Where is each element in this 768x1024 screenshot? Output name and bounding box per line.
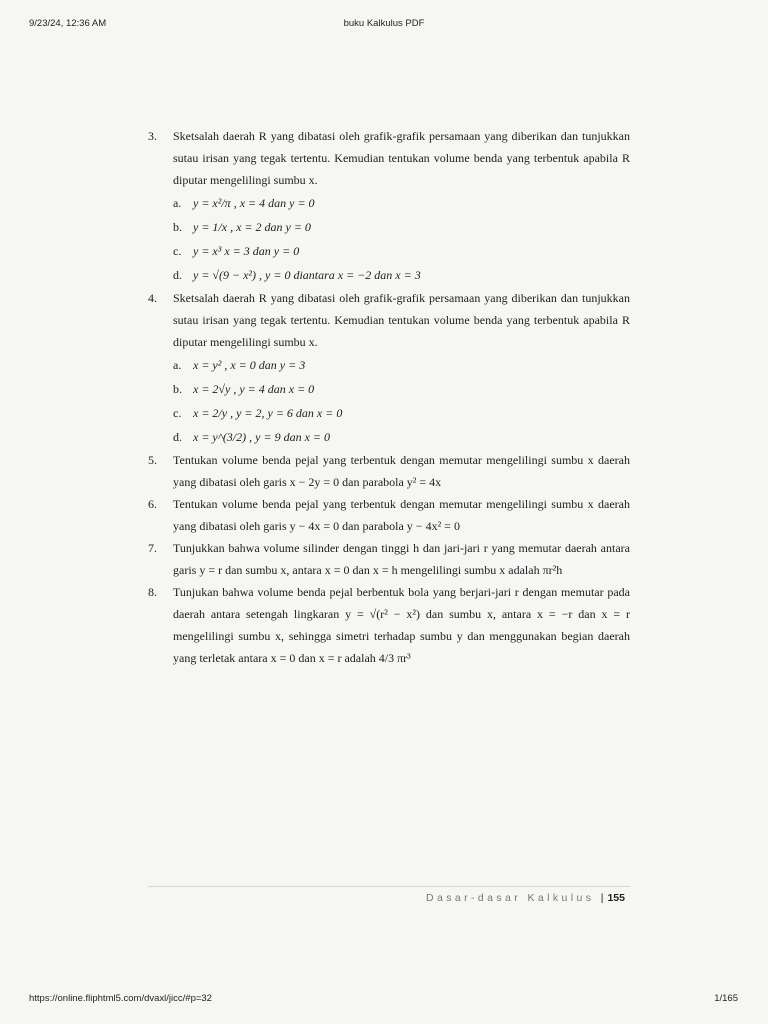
exercise-3	[148, 125, 630, 287]
part-expression: y = 1/x , x = 2 dan y = 0	[193, 220, 311, 234]
exercise-number: 3.	[148, 129, 157, 143]
exercise-text: Tentukan volume benda pejal yang terbentuk dengan memutar mengelilingi sumbu x daerah yang dibatasi oleh garis y − 4x = 0 dan parabola y − 4x² = 0	[173, 497, 630, 533]
exercise-part	[173, 353, 630, 377]
print-header	[0, 18, 768, 38]
exercise-5	[148, 449, 630, 493]
part-expression: x = y^(3/2) , y = 9 dan x = 0	[193, 430, 330, 444]
exercise-4	[148, 287, 630, 449]
part-expression: y = √(9 − x²) , y = 0 diantara x = −2 dan x = 3	[193, 268, 421, 282]
exercise-part	[173, 425, 630, 449]
exercise-text: Sketsalah daerah R yang dibatasi oleh grafik-grafik persamaan yang diberikan dan tunjukkan sutau irisan yang tegak tertentu. Kemudian tentukan volume benda yang terbentuk apabila R diputar mengelilingi sumbu x.	[173, 291, 630, 349]
part-expression: x = 2√y , y = 4 dan x = 0	[193, 382, 315, 396]
part-letter: d.	[173, 268, 182, 282]
exercise-part	[173, 377, 630, 401]
exercise-text: Tunjukan bahwa volume benda pejal berbentuk bola yang berjari-jari r dengan memutar pada daerah antara setengah lingkaran y = √(r² − x²) dan sumbu x, antara x = −r dan x = r mengelilingi sumbu x, sehingga simetri terhadap sumbu y dan menggunakan begian daerah yang terletak antara x = 0 dan x = r adalah 4/3 πr³	[173, 585, 630, 665]
exercise-number: 7.	[148, 541, 157, 555]
part-expression: y = x³ x = 3 dan y = 0	[193, 244, 300, 258]
part-letter: c.	[173, 406, 182, 420]
print-footer	[0, 993, 768, 1013]
exercise-list	[148, 125, 630, 669]
exercise-text: Tentukan volume benda pejal yang terbentuk dengan memutar mengelilingi sumbu x daerah yang dibatasi oleh garis x − 2y = 0 dan parabola y² = 4x	[173, 453, 630, 489]
exercise-number: 4.	[148, 291, 157, 305]
exercise-8	[148, 581, 630, 669]
exercise-text: Tunjukkan bahwa volume silinder dengan tinggi h dan jari-jari r yang memutar daerah antara garis y = r dan sumbu x, antara x = 0 dan x = h mengelilingi sumbu x adalah πr²h	[173, 541, 630, 577]
exercise-part	[173, 263, 630, 287]
exercise-number: 5.	[148, 453, 157, 467]
part-letter: d.	[173, 430, 182, 444]
part-expression: y = x²/π , x = 4 dan y = 0	[193, 196, 315, 210]
print-page-count: 1/165	[714, 993, 738, 1004]
page-number: 155	[607, 892, 625, 904]
part-expression: x = 2/y , y = 2, y = 6 dan x = 0	[193, 406, 343, 420]
exercise-part	[173, 239, 630, 263]
exercise-number: 8.	[148, 585, 157, 599]
part-letter: a.	[173, 196, 182, 210]
exercise-6	[148, 493, 630, 537]
print-title: buku Kalkulus PDF	[343, 18, 425, 29]
exercise-part	[173, 401, 630, 425]
print-timestamp: 9/23/24, 12:36 AM	[29, 18, 107, 29]
exercise-7	[148, 537, 630, 581]
footer-divider	[148, 886, 630, 887]
exercise-part	[173, 215, 630, 239]
part-letter: b.	[173, 220, 182, 234]
exercise-part	[173, 191, 630, 215]
part-expression: x = y² , x = 0 dan y = 3	[193, 358, 306, 372]
exercise-text: Sketsalah daerah R yang dibatasi oleh grafik-grafik persamaan yang diberikan dan tunjukkan sutau irisan yang tegak tertentu. Kemudian tentukan volume benda yang terbentuk apabila R diputar mengelilingi sumbu x.	[173, 129, 630, 187]
footer-separator: |	[600, 892, 604, 904]
running-footer	[148, 892, 625, 904]
part-letter: a.	[173, 358, 182, 372]
print-url[interactable]: https://online.fliphtml5.com/dvaxl/jicc/#p=32	[29, 993, 212, 1004]
exercise-number: 6.	[148, 497, 157, 511]
part-letter: c.	[173, 244, 182, 258]
part-letter: b.	[173, 382, 182, 396]
running-title: Dasar-dasar Kalkulus	[426, 892, 595, 904]
